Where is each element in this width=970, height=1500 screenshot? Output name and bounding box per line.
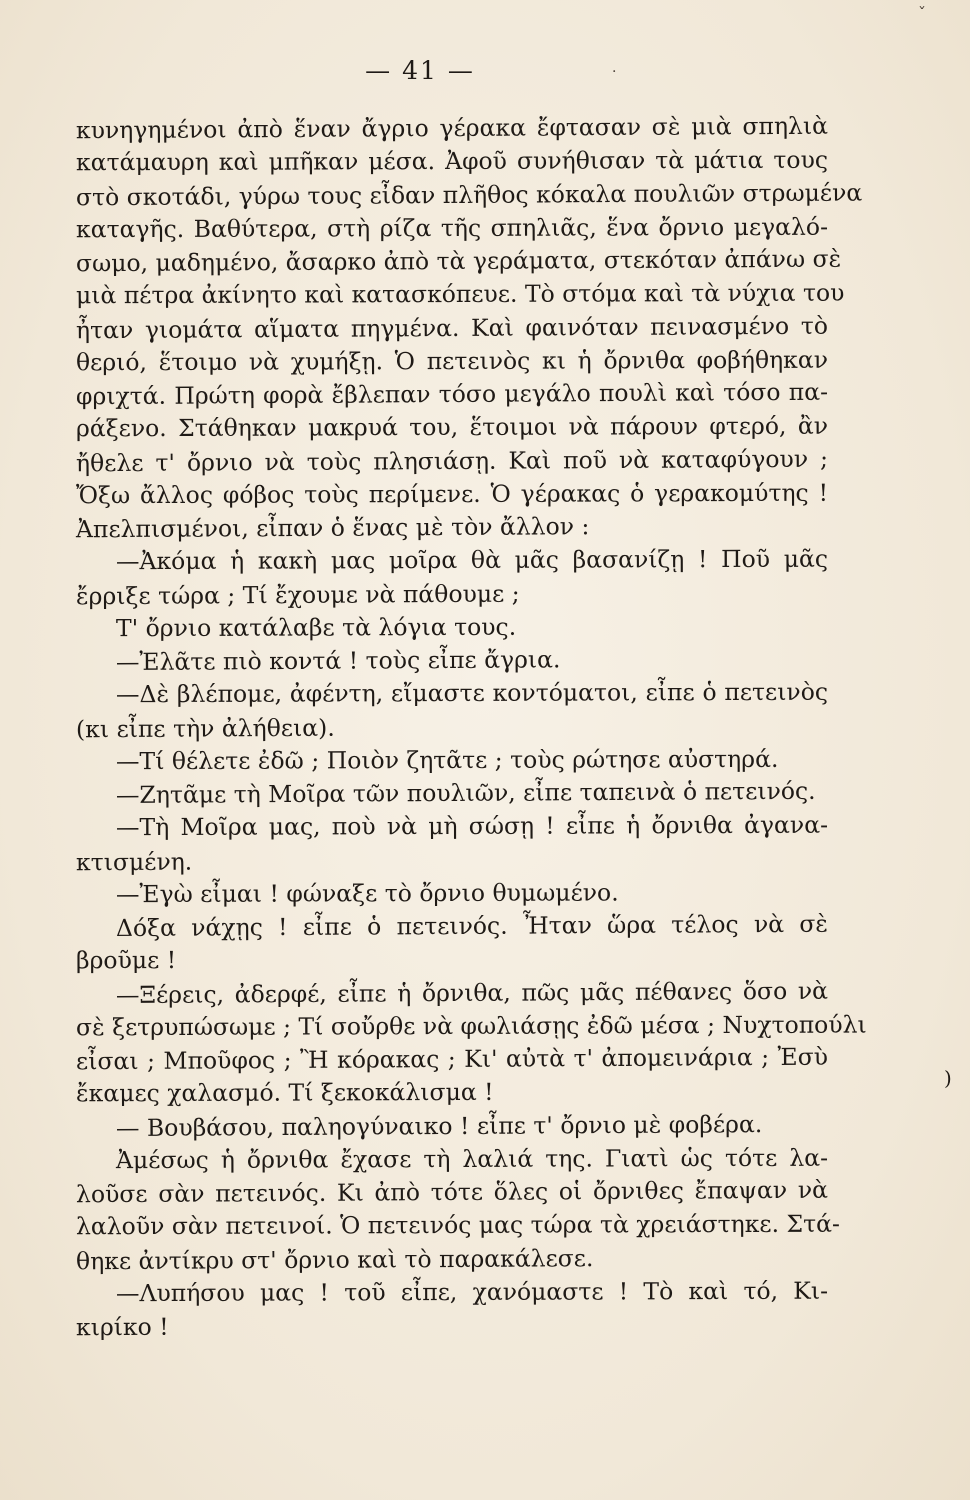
text-line: θηκε ἀντίκρυ στ' ὄρνιο καὶ τὸ παρακάλεσε. [75,1243,594,1275]
text-line: ἦταν γιομάτα αἵματα πηγμένα. Καὶ φαινόταν πεινασμένο τὸ [75,311,829,344]
text-line: μιὰ πέτρα ἀκίνητο καὶ κατασκόπευε. Τὸ στόμα καὶ τὰ νύχια του [75,278,845,310]
text-line: Ἀπελπισμένοι, εἶπαν ὁ ἕνας μὲ τὸν ἄλλον : [75,512,590,544]
margin-mark: ) [944,1066,952,1090]
text-line: Ὄξω ἄλλος φόβος τοὺς περίμενε. Ὁ γέρακας ὁ γερακομύτης ! [75,478,829,510]
text-line: κατάμαυρη καὶ μπῆκαν μέσα. Ἀφοῦ συνήθισαν τὰ μάτια τους [75,145,829,177]
text-line: —Λυπήσου μας ! τοῦ εἶπε, χανόμαστε ! Τὸ καὶ τό, Κι- [115,1276,829,1307]
text-line: φριχτά. Πρώτη φορὰ ἔβλεπαν τόσο μεγάλο πουλὶ καὶ τόσο πα- [75,377,829,411]
text-line: —Τί θέλετε ἐδῶ ; Ποιὸν ζητᾶτε ; τοὺς ρώτησε αὐστηρά. [115,744,779,775]
text-line: βροῦμε ! [75,946,177,975]
text-line: (κι εἶπε τὴν ἀλήθεια). [75,713,335,743]
corner-mark: ˇ [918,4,926,23]
text-line: —Ἐλᾶτε πιὸ κοντά ! τοὺς εἶπε ἄγρια. [115,645,561,677]
text-line: λαλοῦν σὰν πετεινοί. Ὁ πετεινός μας τώρα τὰ χρειάστηκε. Στά- [75,1209,840,1241]
text-line: —Ἀκόμα ἡ κακὴ μας μοῖρα θὰ μᾶς βασανίζῃ ! Ποῦ μᾶς [115,544,829,576]
text-line: καταγῆς. Βαθύτερα, στὴ ρίζα τῆς σπηλιᾶς, ἕνα ὄρνιο μεγαλό- [75,212,829,244]
text-line: —Ξέρεις, ἀδερφέ, εἶπε ἡ ὄρνιθα, πῶς μᾶς πέθανες ὅσο νὰ [115,976,829,1009]
text-line: εἶσαι ; Μποῦφος ; Ἢ κόρακας ; Κι' αὐτὰ τ' ἀπομεινάρια ; Ἐσὺ [75,1042,829,1076]
body-text [75,111,867,1342]
text-line: —Ἐγὼ εἶμαι ! φώναξε τὸ ὄρνιο θυμωμένο. [115,878,619,908]
text-line: Δόξα νάχῃς ! εἶπε ὁ πετεινός. Ἦταν ὥρα τέλος νὰ σὲ [115,909,829,943]
text-line: Ἀμέσως ἡ ὄρνιθα ἔχασε τὴ λαλιά της. Γιατὶ ὡς τότε λα- [115,1143,829,1174]
text-line: λοῦσε σὰν πετεινός. Κι ἀπὸ τότε ὅλες οἱ ὄρνιθες ἔπαψαν νὰ [75,1175,829,1209]
dot-mark: · [612,64,617,80]
text-line: Τ' ὄρνιο κατάλαβε τὰ λόγια τους. [115,612,517,642]
text-line: —Ζητᾶμε τὴ Μοῖρα τῶν πουλιῶν, εἶπε ταπεινὰ ὁ πετεινός. [115,776,816,810]
text-line: — Βουβάσου, παληογύναικο ! εἶπε τ' ὄρνιο μὲ φοβέρα. [115,1109,763,1142]
page-number: — 41 — [365,56,475,85]
text-line: ἔκαμες χαλασμό. Τί ξεκοκάλισμα ! [75,1078,494,1108]
text-line: κυνηγημένοι ἀπὸ ἕναν ἄγριο γέρακα ἔφτασαν σὲ μιὰ σπηλιὰ [75,111,829,145]
text-line: ράξενο. Στάθηκαν μακρυά του, ἕτοιμοι νὰ πάρουν φτερό, ἂν [75,411,829,443]
text-line: θεριό, ἕτοιμο νὰ χυμήξῃ. Ὁ πετεινὸς κι ἡ ὄρνιθα φοβήθηκαν [75,345,829,377]
text-line: σὲ ξετρυπώσωμε ; Τί σοὔρθε νὰ φωλιάσῃς ἐδῶ μέσα ; Νυχτοπούλι [75,1010,867,1042]
text-line: —Δὲ βλέπομε, ἀφέντη, εἴμαστε κοντόματοι, εἶπε ὁ πετεινὸς [115,677,829,709]
text-line: —Τὴ Μοῖρα μας, ποὺ νὰ μὴ σώσῃ ! εἶπε ἡ ὄρνιθα ἀγανα- [115,810,829,842]
text-line: ἤθελε τ' ὄρνιο νὰ τοὺς πλησιάσῃ. Καὶ ποῦ νὰ καταφύγουν ; [75,444,829,477]
text-line: στὸ σκοτάδι, γύρω τους εἶδαν πλῆθος κόκαλα πουλιῶν στρωμένα [75,177,863,211]
text-line: κτισμένη. [75,847,193,876]
text-line: κιρίκο ! [75,1312,169,1342]
text-line: σωμο, μαδημένο, ἄσαρκο ἀπὸ τὰ γεράματα, στεκόταν ἀπάνω σὲ [75,244,842,278]
text-line: ἔρριξε τώρα ; Τί ἔχουμε νὰ πάθουμε ; [75,579,520,610]
